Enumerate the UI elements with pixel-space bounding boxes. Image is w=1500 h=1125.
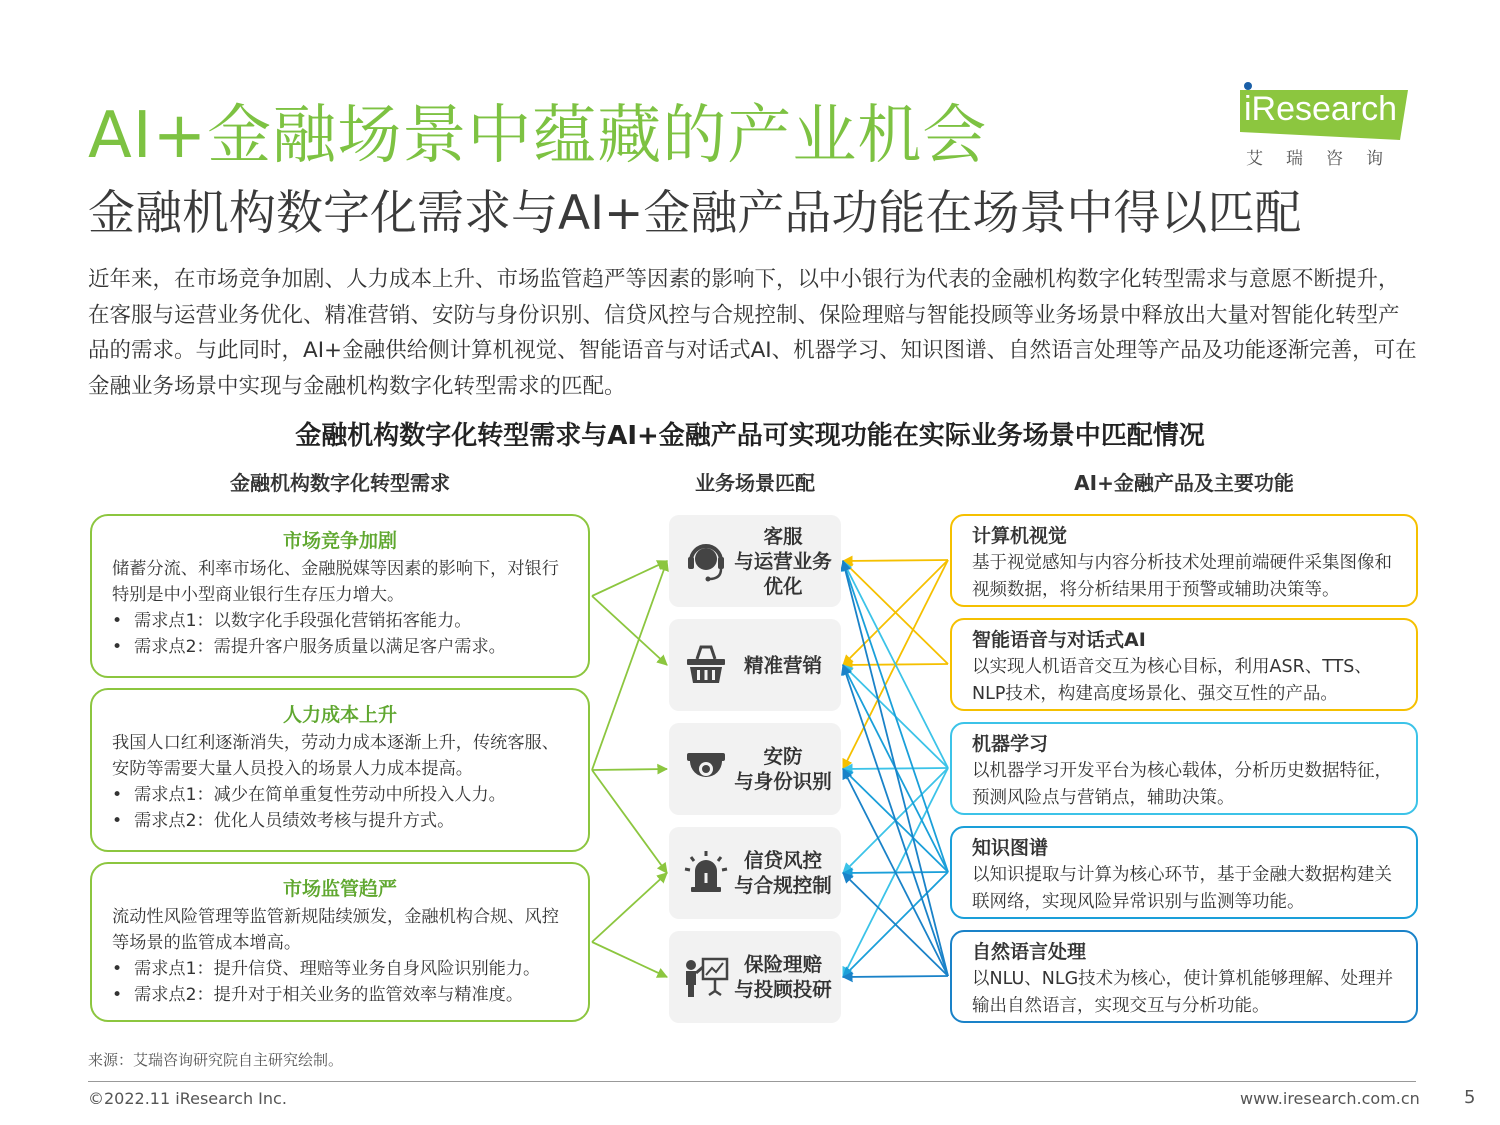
copyright: ©2022.11 iResearch Inc. <box>88 1089 287 1108</box>
product-title: 机器学习 <box>972 733 1049 755</box>
product-knowledge-graph <box>950 826 1418 919</box>
scene-label-line: 客服 <box>763 524 803 548</box>
col-head-scenes: 业务场景匹配 <box>695 471 815 495</box>
scene-security-identity <box>669 723 841 815</box>
need-point: • 需求点1：以数字化手段强化营销拓客能力。 <box>112 608 568 634</box>
need-scene-link <box>592 561 667 770</box>
footer-divider <box>88 1081 1416 1082</box>
scene-label-line: 安防 <box>763 745 803 768</box>
scene-label-line: 保险理赔 <box>743 953 822 976</box>
need-title: 市场监管趋严 <box>282 878 397 900</box>
product-desc: 以机器学习开发平台为核心载体，分析历史数据特征，预测风险点与营销点，辅助决策。 <box>972 761 1392 808</box>
scene-label-line: 与运营业务 <box>734 549 832 573</box>
need-scene-link <box>592 596 667 665</box>
scene-precision-marketing <box>669 619 841 711</box>
col-head-products: AI+金融产品及主要功能 <box>1074 471 1294 495</box>
product-desc: 以知识提取与计算为核心环节，基于金融大数据构建关联网络，实现风险异常识别与监测等功能。 <box>972 865 1392 912</box>
product-desc: 以实现人机语音交互为核心目标，利用ASR、TTS、NLP技术，构建高度场景化、强交互性的产品。 <box>972 657 1372 704</box>
diagram-title: 金融机构数字化转型需求与AI+金融产品可实现功能在实际业务场景中匹配情况 <box>295 421 1205 451</box>
scene-label-line: 信贷风控 <box>743 849 822 872</box>
presenter-icon <box>681 951 731 1001</box>
need-point: • 需求点2：优化人员绩效考核与提升方式。 <box>112 808 568 834</box>
logo-cn: 艾瑞咨询 <box>1246 149 1406 169</box>
basket-icon <box>681 639 731 689</box>
product-scene-link <box>843 665 948 976</box>
camera-icon <box>681 743 731 793</box>
scene-credit-risk <box>669 827 841 919</box>
scene-customer-service <box>669 515 841 607</box>
col-head-needs: 金融机构数字化转型需求 <box>230 471 450 495</box>
need-box-regulation <box>90 862 590 1022</box>
need-scene-link <box>592 873 667 942</box>
product-voice-ai <box>950 618 1418 711</box>
need-desc: 储蓄分流、利率市场化、金融脱媒等因素的影响下，对银行特别是中小型商业银行生存压力增大。 <box>112 559 559 605</box>
product-title: 计算机视觉 <box>972 525 1068 547</box>
need-point: • 需求点2：提升对于相关业务的监管效率与精准度。 <box>112 982 568 1008</box>
logo-brand: iResearch <box>1244 90 1398 128</box>
need-point: • 需求点2：需提升客户服务质量以满足客户需求。 <box>112 634 568 660</box>
need-box-competition <box>90 514 590 678</box>
scene-label-line: 优化 <box>763 574 803 598</box>
product-title: 智能语音与对话式AI <box>972 629 1146 651</box>
scene-insurance-advisory <box>669 931 841 1023</box>
need-box-labor <box>90 688 590 852</box>
need-title: 市场竞争加剧 <box>282 530 397 552</box>
product-scene-link <box>843 561 948 872</box>
source-note: 来源：艾瑞咨询研究院自主研究绘制。 <box>88 1051 344 1069</box>
page-number: 5 <box>1464 1087 1476 1108</box>
need-title: 人力成本上升 <box>282 704 397 726</box>
scene-label-line: 与身份识别 <box>734 770 832 793</box>
product-title: 自然语言处理 <box>972 941 1087 963</box>
scene-label-line: 与投顾投研 <box>734 978 832 1001</box>
page-subtitle: 金融机构数字化需求与AI+金融产品功能在场景中得以匹配 <box>88 186 1302 241</box>
need-scene-link <box>592 769 667 770</box>
website-link[interactable]: www.iresearch.com.cn <box>1240 1089 1420 1108</box>
need-scene-link <box>592 770 667 873</box>
page-title: AI+金融场景中蕴藏的产业机会 <box>88 99 988 173</box>
headset-icon <box>681 535 731 585</box>
scene-label-line: 与合规控制 <box>734 874 832 897</box>
product-machine-learning <box>950 722 1418 815</box>
product-scene-link <box>843 976 948 977</box>
need-point: • 需求点1：提升信贷、理赔等业务自身风险识别能力。 <box>112 956 568 982</box>
need-point: • 需求点1：减少在简单重复性劳动中所投入人力。 <box>112 782 568 808</box>
need-desc: 流动性风险管理等监管新规陆续颁发，金融机构合规、风控等场景的监管成本增高。 <box>112 907 559 953</box>
product-scene-link <box>843 560 948 561</box>
product-title: 知识图谱 <box>972 837 1049 859</box>
need-scene-link <box>592 942 667 977</box>
product-nlp <box>950 930 1418 1023</box>
product-desc: 基于视觉感知与内容分析技术处理前端硬件采集图像和视频数据，将分析结果用于预警或辅助决策等。 <box>972 553 1392 600</box>
need-desc: 我国人口红利逐渐消失，劳动力成本逐渐上升，传统客服、安防等需要大量人员投入的场景人力成本提高。 <box>112 733 559 779</box>
product-computer-vision <box>950 514 1418 607</box>
alarm-icon <box>681 847 731 897</box>
product-desc: 以NLU、NLG技术为核心，使计算机能够理解、处理并输出自然语言，实现交互与分析功能。 <box>972 969 1394 1016</box>
scene-label-line: 精准营销 <box>743 653 822 677</box>
intro-paragraph: 近年来，在市场竞争加剧、人力成本上升、市场监管趋严等因素的影响下，以中小银行为代表的金融机构数字化转型需求与意愿不断提升，在客服与运营业务优化、精准营销、安防与身份识别、信贷风控与合规控制、保险理赔与智能投顾等业务场景中释放出大量对智能化转型产品的需求。与此同时，AI+金融供给侧计算机视觉、智能语音与对话式AI、机器学习、知识图谱、自然语言处理等产品及功能逐渐完善，可在金融业务场景中实现与金融机构数字化转型需求的匹配。 <box>88 267 1417 399</box>
